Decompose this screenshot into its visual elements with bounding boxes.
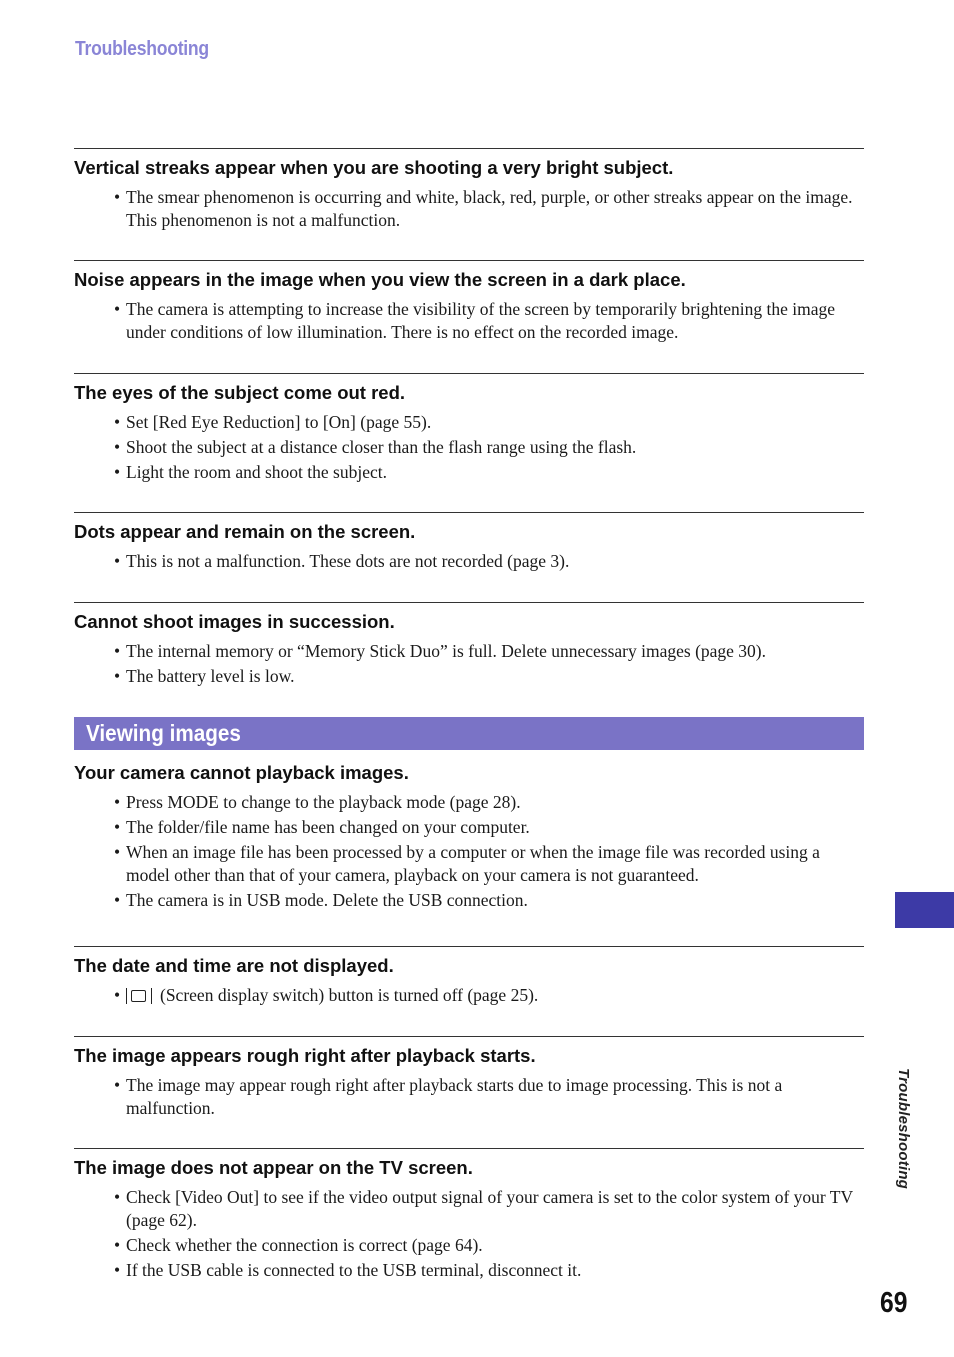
list-item: • This is not a malfunction. These dots are not recorded (page 3).: [114, 551, 570, 571]
bullet-list: [74, 1074, 864, 1119]
topic-heading: The eyes of the subject come out red.: [74, 382, 406, 403]
bullet-list: [74, 550, 864, 573]
topic-red-eye: [74, 373, 864, 512]
topic-date-time: [74, 946, 864, 1036]
section-title-bar: [74, 717, 864, 750]
list-item: • If the USB cable is connected to the USB terminal, disconnect it.: [114, 1259, 582, 1280]
topic-heading: The date and time are not displayed.: [74, 955, 394, 976]
bullet-list: [74, 1186, 864, 1281]
topic-heading: Vertical streaks appear when you are shooting a very bright subject.: [74, 157, 674, 178]
section-title: Viewing images: [86, 720, 241, 746]
topic-tv-screen: [74, 1148, 864, 1281]
topic-heading: Noise appears in the image when you view the screen in a dark place.: [74, 269, 686, 290]
topic-heading: Dots appear and remain on the screen.: [74, 521, 416, 542]
topic-heading: Your camera cannot playback images.: [74, 762, 409, 783]
list-item: • Shoot the subject at a distance closer than the flash range using the flash.: [114, 437, 637, 457]
list-item: • The camera is in USB mode. Delete the USB connection.: [114, 889, 528, 910]
topic-rough-playback: [74, 1036, 864, 1148]
topic-heading: The image does not appear on the TV screen.: [74, 1157, 473, 1178]
bullet-list: [74, 791, 864, 911]
list-item: • Check whether the connection is correct (page 64).: [114, 1234, 483, 1255]
list-item: • The folder/file name has been changed on your computer.: [114, 817, 530, 837]
bullet-list: [74, 186, 864, 231]
topic-heading: Cannot shoot images in succession.: [74, 611, 395, 632]
bullet-list: [74, 640, 864, 688]
list-item: • The image may appear rough right after playback starts due to image processing. This is not a malfunction.: [114, 1075, 783, 1118]
topic-dots: [74, 512, 864, 602]
list-item: • The internal memory or “Memory Stick Duo” is full. Delete unnecessary images (page 30).: [114, 641, 767, 661]
topic-succession: [74, 602, 864, 717]
screen-display-switch-icon: [126, 988, 152, 1002]
list-item: • Press MODE to change to the playback mode (page 28).: [114, 792, 521, 812]
list-item: • Check [Video Out] to see if the video output signal of your camera is set to the color system of your TV (page 62).: [114, 1187, 853, 1230]
chapter-side-label: Troubleshooting: [895, 1068, 912, 1190]
list-item: • When an image file has been processed by a computer or when the image file was recorded using a model other than that of your camera, playback on your camera is not guaranteed.: [114, 842, 820, 885]
topic-heading: The image appears rough right after playback starts.: [74, 1045, 536, 1066]
list-item: • The smear phenomenon is occurring and white, black, red, purple, or other streaks appear on the image. This phenomenon is not a malfunction.: [114, 187, 853, 230]
topic-noise-dark: [74, 260, 864, 373]
bullet-list: [74, 984, 864, 1007]
list-item: • Set [Red Eye Reduction] to [On] (page 55).: [114, 412, 432, 432]
list-item: • The battery level is low.: [114, 666, 295, 686]
bullet-list: [74, 298, 864, 343]
bullet-list: [74, 411, 864, 484]
page-content: [74, 148, 864, 1284]
list-item: • Light the room and shoot the subject.: [114, 462, 387, 482]
running-header: Troubleshooting: [75, 38, 209, 60]
topic-vertical-streaks: [74, 148, 864, 260]
page-number: 69: [880, 1287, 908, 1319]
list-item: • (Screen display switch) button is turned off (page 25).: [114, 985, 539, 1005]
chapter-tab-marker: [895, 892, 954, 928]
topic-cannot-playback: [74, 750, 864, 946]
list-item: • The camera is attempting to increase the visibility of the screen by temporarily brightening the image under conditions of low illumination. There is no effect on the recorded image.: [114, 299, 836, 342]
